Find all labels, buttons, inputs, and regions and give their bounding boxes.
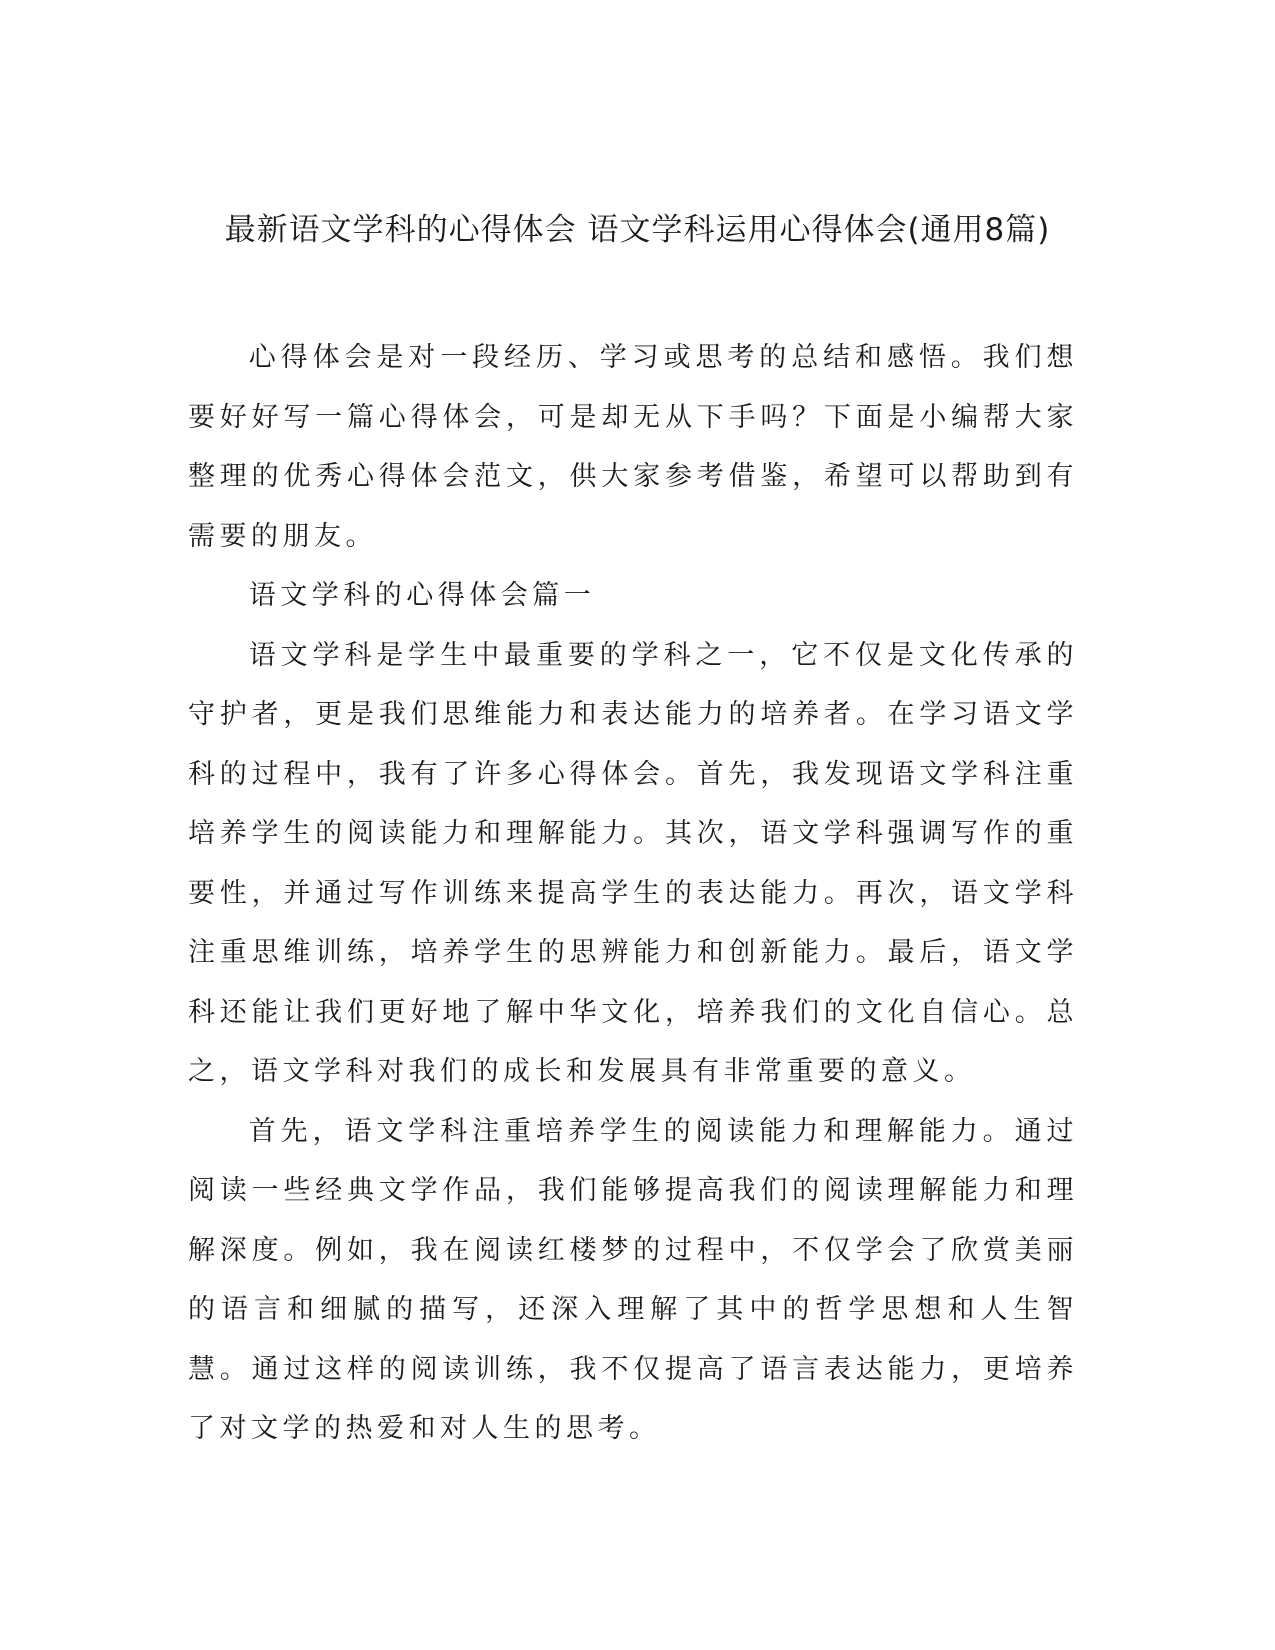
- document-body: [188, 328, 1078, 1459]
- intro-paragraph: 心得体会是对一段经历、学习或思考的总结和感悟。我们想要好好写一篇心得体会，可是却无从下手吗？下面是小编帮大家整理的优秀心得体会范文，供大家参考借鉴，希望可以帮助到有需要的朋友。: [188, 342, 1078, 552]
- document-title: 最新语文学科的心得体会 语文学科运用心得体会(通用8篇): [224, 212, 1051, 248]
- body-paragraph: 首先，语文学科注重培养学生的阅读能力和理解能力。通过阅读一些经典文学作品，我们能够提高我们的阅读理解能力和理解深度。例如，我在阅读红楼梦的过程中，不仅学会了欣赏美丽的语言和细腻的描写，还深入理解了其中的哲学思想和人生智慧。通过这样的阅读训练，我不仅提高了语言表达能力，更培养了对文学的热爱和对人生的思考。: [188, 1115, 1078, 1444]
- section-heading: 语文学科的心得体会篇一: [248, 580, 596, 611]
- body-paragraph: 语文学科是学生中最重要的学科之一，它不仅是文化传承的守护者，更是我们思维能力和表达能力的培养者。在学习语文学科的过程中，我有了许多心得体会。首先，我发现语文学科注重培养学生的阅读能力和理解能力。其次，语文学科强调写作的重要性，并通过写作训练来提高学生的表达能力。再次，语文学科注重思维训练，培养学生的思辨能力和创新能力。最后，语文学科还能让我们更好地了解中华文化，培养我们的文化自信心。总之，语文学科对我们的成长和发展具有非常重要的意义。: [188, 639, 1078, 1087]
